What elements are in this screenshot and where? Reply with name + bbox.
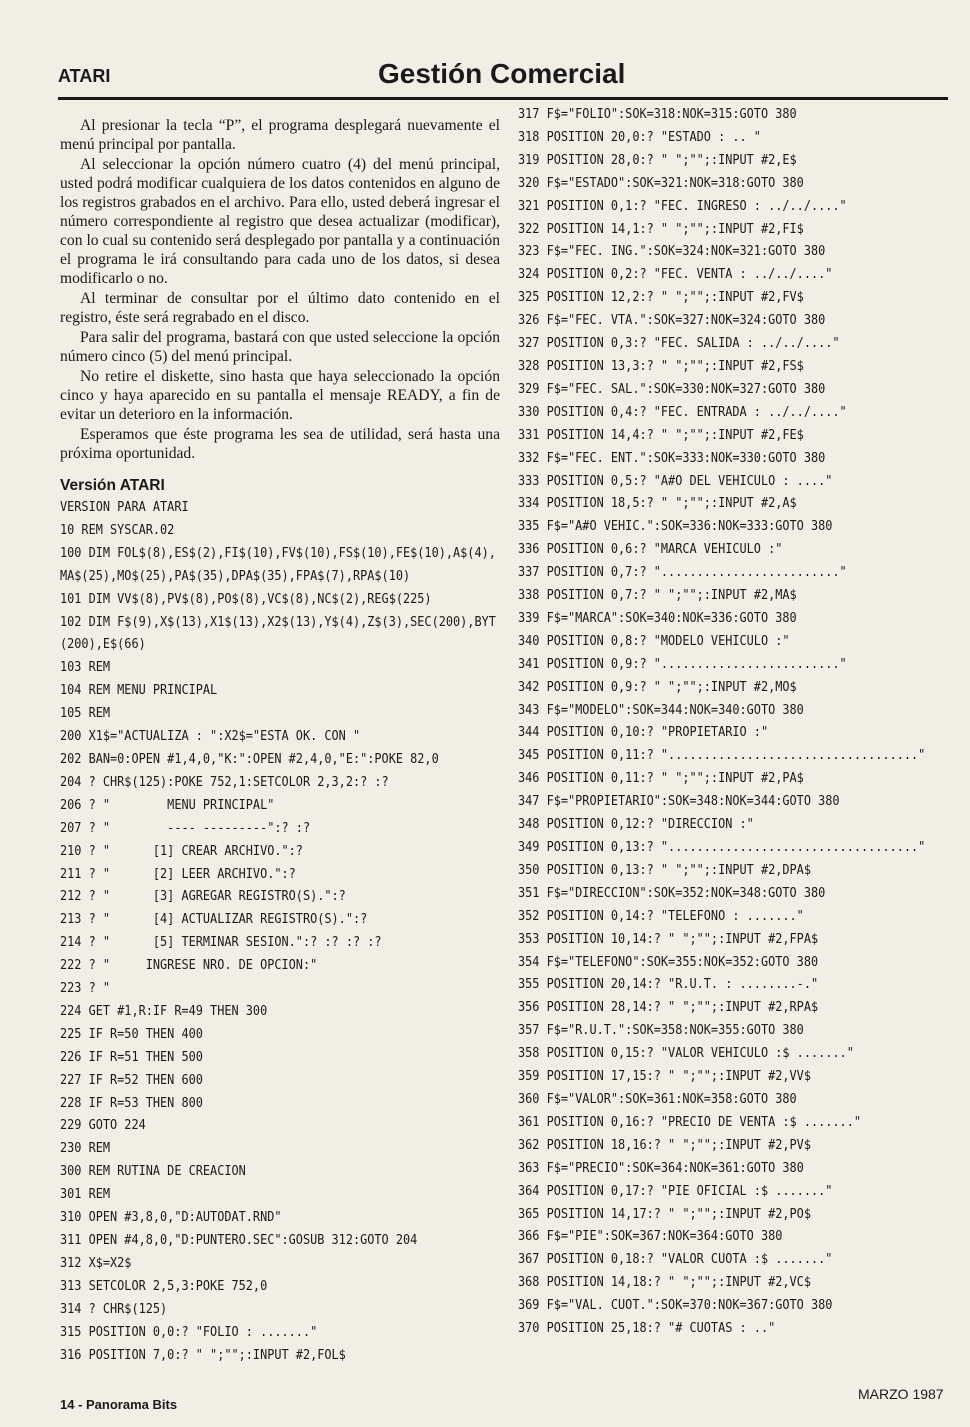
code-line: 347 F$="PROPIETARIO":SOK=348:NOK=344:GOTO 380 bbox=[518, 794, 840, 810]
code-line: 222 ? " INGRESE NRO. DE OPCION:" bbox=[60, 958, 318, 974]
code-line: 101 DIM VV$(8),PV$(8),PO$(8),VC$(8),NC$(2),REG$(225) bbox=[60, 591, 432, 607]
code-line: 356 POSITION 28,14:? " ";"";:INPUT #2,RPA$ bbox=[518, 1000, 819, 1016]
paragraph: Al seleccionar la opción número cuatro (4) del menú principal, usted podrá modificar cualquiera de los datos contenidos en alguno de los registros grabados en el archivo. Para ello, usted deberá ingresar el número correspondiente al registro que desea actualizar (modificar), con lo cual su contenido será desplegado por pantalla y a continuación el programa le irá consultando para cada uno de los datos, si desea modificarlo o no. bbox=[60, 156, 500, 287]
code-line: 348 POSITION 0,12:? "DIRECCION :" bbox=[518, 817, 754, 833]
code-line: 338 POSITION 0,7:? " ";"";:INPUT #2,MA$ bbox=[518, 588, 797, 604]
code-line: 354 F$="TELEFONO":SOK=355:NOK=352:GOTO 380 bbox=[518, 954, 819, 970]
code-line: 310 OPEN #3,8,0,"D:AUTODAT.RND" bbox=[60, 1210, 282, 1226]
code-line: 319 POSITION 28,0:? " ";"";:INPUT #2,E$ bbox=[518, 152, 797, 168]
code-line: 324 POSITION 0,2:? "FEC. VENTA : ../../...." bbox=[518, 267, 833, 283]
code-line: 10 REM SYSCAR.02 bbox=[60, 522, 175, 538]
code-line: 103 REM bbox=[60, 660, 111, 676]
paragraph: Para salir del programa, bastará con que usted seleccione la opción número cinco (5) del menú principal. bbox=[60, 329, 500, 365]
code-line: 358 POSITION 0,15:? "VALOR VEHICULO :$ ......." bbox=[518, 1046, 854, 1062]
code-line: 326 F$="FEC. VTA.":SOK=327:NOK=324:GOTO 380 bbox=[518, 313, 826, 329]
code-line: 352 POSITION 0,14:? "TELEFONO : ......." bbox=[518, 908, 804, 924]
code-line: 311 OPEN #4,8,0,"D:PUNTERO.SEC":GOSUB 312:GOTO 204 bbox=[60, 1233, 418, 1248]
code-line: 367 POSITION 0,18:? "VALOR CUOTA :$ ......." bbox=[518, 1252, 833, 1268]
code-line: 349 POSITION 0,13:? "..................................." bbox=[518, 840, 926, 855]
code-line: 357 F$="R.U.T.":SOK=358:NOK=355:GOTO 380 bbox=[518, 1023, 804, 1039]
code-line: 228 IF R=53 THEN 800 bbox=[60, 1095, 203, 1111]
code-line: 342 POSITION 0,9:? " ";"";:INPUT #2,MO$ bbox=[518, 679, 797, 695]
code-line: 318 POSITION 20,0:? "ESTADO : .. " bbox=[518, 129, 761, 145]
code-line: 315 POSITION 0,0:? "FOLIO : ......." bbox=[60, 1324, 318, 1340]
code-line: 370 POSITION 25,18:? "# CUOTAS : .." bbox=[518, 1321, 776, 1337]
footer-page-label: 14 - Panorama Bits bbox=[60, 1397, 178, 1412]
code-line: 214 ? " [5] TERMINAR SESION.":? :? :? :? bbox=[60, 935, 382, 951]
code-line: 369 F$="VAL. CUOT.":SOK=370:NOK=367:GOTO 380 bbox=[518, 1298, 833, 1314]
code-line: 213 ? " [4] ACTUALIZAR REGISTRO(S).":? bbox=[60, 912, 368, 928]
code-line: 105 REM bbox=[60, 706, 111, 722]
code-line: 317 F$="FOLIO":SOK=318:NOK=315:GOTO 380 bbox=[518, 107, 797, 122]
code-line: 327 POSITION 0,3:? "FEC. SALIDA : ../../...." bbox=[518, 336, 840, 352]
version-heading: Versión ATARI bbox=[60, 477, 165, 494]
code-line: 353 POSITION 10,14:? " ";"";:INPUT #2,FPA$ bbox=[518, 931, 819, 947]
code-line: 363 F$="PRECIO":SOK=364:NOK=361:GOTO 380 bbox=[518, 1160, 804, 1176]
code-line: 225 IF R=50 THEN 400 bbox=[60, 1026, 203, 1042]
code-line: 335 F$="A#O VEHIC.":SOK=336:NOK=333:GOTO 380 bbox=[518, 519, 833, 535]
code-line: 312 X$=X2$ bbox=[60, 1255, 132, 1271]
paragraph: Al terminar de consultar por el último dato contenido en el registro, éste será regrabado en el disco. bbox=[60, 290, 500, 326]
header-rule bbox=[58, 97, 948, 100]
code-listing-right bbox=[518, 104, 941, 1341]
paragraph: Al presionar la tecla “P”, el programa desplegará nuevamente el menú principal por pantalla. bbox=[60, 117, 500, 153]
code-line: 313 SETCOLOR 2,5,3:POKE 752,0 bbox=[60, 1278, 268, 1294]
code-line: 301 REM bbox=[60, 1187, 111, 1203]
code-line: 362 POSITION 18,16:? " ";"";:INPUT #2,PV$ bbox=[518, 1137, 811, 1153]
code-line: VERSION PARA ATARI bbox=[60, 500, 189, 515]
code-line: 339 F$="MARCA":SOK=340:NOK=336:GOTO 380 bbox=[518, 610, 797, 626]
page-title: Gestión Comercial bbox=[378, 58, 626, 89]
code-line: 341 POSITION 0,9:? "........................." bbox=[518, 656, 847, 672]
code-line: 202 BAN=0:OPEN #1,4,0,"K:":OPEN #2,4,0,"E:":POKE 82,0 bbox=[60, 751, 439, 767]
code-line: 223 ? " bbox=[60, 981, 111, 997]
code-line: 320 F$="ESTADO":SOK=321:NOK=318:GOTO 380 bbox=[518, 175, 804, 191]
code-line: 333 POSITION 0,5:? "A#O DEL VEHICULO : ...." bbox=[518, 473, 833, 489]
code-line: 325 POSITION 12,2:? " ";"";:INPUT #2,FV$ bbox=[518, 290, 804, 306]
code-line: 323 F$="FEC. ING.":SOK=324:NOK=321:GOTO 380 bbox=[518, 244, 826, 260]
code-line: 230 REM bbox=[60, 1141, 111, 1157]
code-line: 368 POSITION 14,18:? " ";"";:INPUT #2,VC$ bbox=[518, 1275, 811, 1291]
code-line: 331 POSITION 14,4:? " ";"";:INPUT #2,FE$ bbox=[518, 427, 804, 443]
code-line: 200 X1$="ACTUALIZA : ":X2$="ESTA OK. CON " bbox=[60, 729, 361, 745]
code-line: 336 POSITION 0,6:? "MARCA VEHICULO :" bbox=[518, 542, 783, 558]
left-column bbox=[60, 116, 500, 1367]
code-line: 316 POSITION 7,0:? " ";"";:INPUT #2,FOL$ bbox=[60, 1347, 346, 1363]
code-line: 340 POSITION 0,8:? "MODELO VEHICULO :" bbox=[518, 633, 790, 649]
code-line: 351 F$="DIRECCION":SOK=352:NOK=348:GOTO 380 bbox=[518, 885, 826, 901]
code-line: 332 F$="FEC. ENT.":SOK=333:NOK=330:GOTO 380 bbox=[518, 450, 826, 466]
code-line: 204 ? CHR$(125):POKE 752,1:SETCOLOR 2,3,2:? :? bbox=[60, 774, 389, 790]
code-line: 104 REM MENU PRINCIPAL bbox=[60, 683, 218, 699]
code-line: 346 POSITION 0,11:? " ";"";:INPUT #2,PA$ bbox=[518, 771, 804, 787]
code-line: 102 DIM F$(9),X$(13),X1$(13),X2$(13),Y$(4),Z$(3),SEC(200),BYT(200),E$(66) bbox=[60, 614, 496, 653]
code-line: 321 POSITION 0,1:? "FEC. INGRESO : ../../...." bbox=[518, 198, 847, 214]
code-line: 360 F$="VALOR":SOK=361:NOK=358:GOTO 380 bbox=[518, 1091, 797, 1107]
code-line: 361 POSITION 0,16:? "PRECIO DE VENTA :$ ......." bbox=[518, 1114, 861, 1130]
code-line: 343 F$="MODELO":SOK=344:NOK=340:GOTO 380 bbox=[518, 702, 804, 718]
code-line: 314 ? CHR$(125) bbox=[60, 1301, 168, 1317]
code-line: 334 POSITION 18,5:? " ";"";:INPUT #2,A$ bbox=[518, 496, 797, 512]
code-line: 212 ? " [3] AGREGAR REGISTRO(S).":? bbox=[60, 889, 346, 905]
code-listing-left bbox=[60, 497, 501, 1367]
code-line: 337 POSITION 0,7:? "........................." bbox=[518, 565, 847, 581]
section-label: ATARI bbox=[58, 66, 111, 86]
code-line: 227 IF R=52 THEN 600 bbox=[60, 1072, 203, 1088]
code-line: 329 F$="FEC. SAL.":SOK=330:NOK=327:GOTO 380 bbox=[518, 381, 826, 397]
code-line: 364 POSITION 0,17:? "PIE OFICIAL :$ ......." bbox=[518, 1183, 833, 1199]
code-line: 359 POSITION 17,15:? " ";"";:INPUT #2,VV$ bbox=[518, 1069, 811, 1085]
right-column bbox=[518, 104, 938, 1341]
code-line: 344 POSITION 0,10:? "PROPIETARIO :" bbox=[518, 725, 769, 741]
code-line: 211 ? " [2] LEER ARCHIVO.":? bbox=[60, 866, 296, 882]
code-line: 355 POSITION 20,14:? "R.U.T. : ........-." bbox=[518, 977, 819, 993]
code-line: 300 REM RUTINA DE CREACION bbox=[60, 1164, 246, 1180]
code-line: 366 F$="PIE":SOK=367:NOK=364:GOTO 380 bbox=[518, 1229, 783, 1245]
code-line: 365 POSITION 14,17:? " ";"";:INPUT #2,PO$ bbox=[518, 1206, 811, 1222]
code-line: 345 POSITION 0,11:? "..................................." bbox=[518, 748, 926, 764]
code-line: 224 GET #1,R:IF R=49 THEN 300 bbox=[60, 1003, 268, 1019]
paragraph: No retire el diskette, sino hasta que haya seleccionado la opción cinco y haya aparecido en su pantalla el mensaje READY, a fin de evitar un deterioro en la información. bbox=[60, 368, 500, 423]
code-line: 210 ? " [1] CREAR ARCHIVO.":? bbox=[60, 843, 303, 859]
paragraph: Esperamos que éste programa les sea de utilidad, será hasta una próxima oportunidad. bbox=[60, 426, 500, 462]
code-line: 350 POSITION 0,13:? " ";"";:INPUT #2,DPA$ bbox=[518, 862, 811, 878]
code-line: 330 POSITION 0,4:? "FEC. ENTRADA : ../../...." bbox=[518, 404, 847, 420]
code-line: 100 DIM FOL$(8),ES$(2),FI$(10),FV$(10),FS$(10),FE$(10),A$(4),MA$(25),MO$(25),PA$(35),DPA$(35),FPA$(7),RPA$(10) bbox=[60, 545, 496, 584]
code-line: 229 GOTO 224 bbox=[60, 1118, 146, 1134]
code-line: 226 IF R=51 THEN 500 bbox=[60, 1049, 203, 1065]
code-line: 207 ? " ---- ---------":? :? bbox=[60, 820, 311, 836]
code-line: 322 POSITION 14,1:? " ";"";:INPUT #2,FI$ bbox=[518, 221, 804, 237]
code-line: 328 POSITION 13,3:? " ";"";:INPUT #2,FS$ bbox=[518, 358, 804, 374]
footer-date: MARZO 1987 bbox=[858, 1386, 944, 1402]
code-line: 206 ? " MENU PRINCIPAL" bbox=[60, 797, 275, 813]
